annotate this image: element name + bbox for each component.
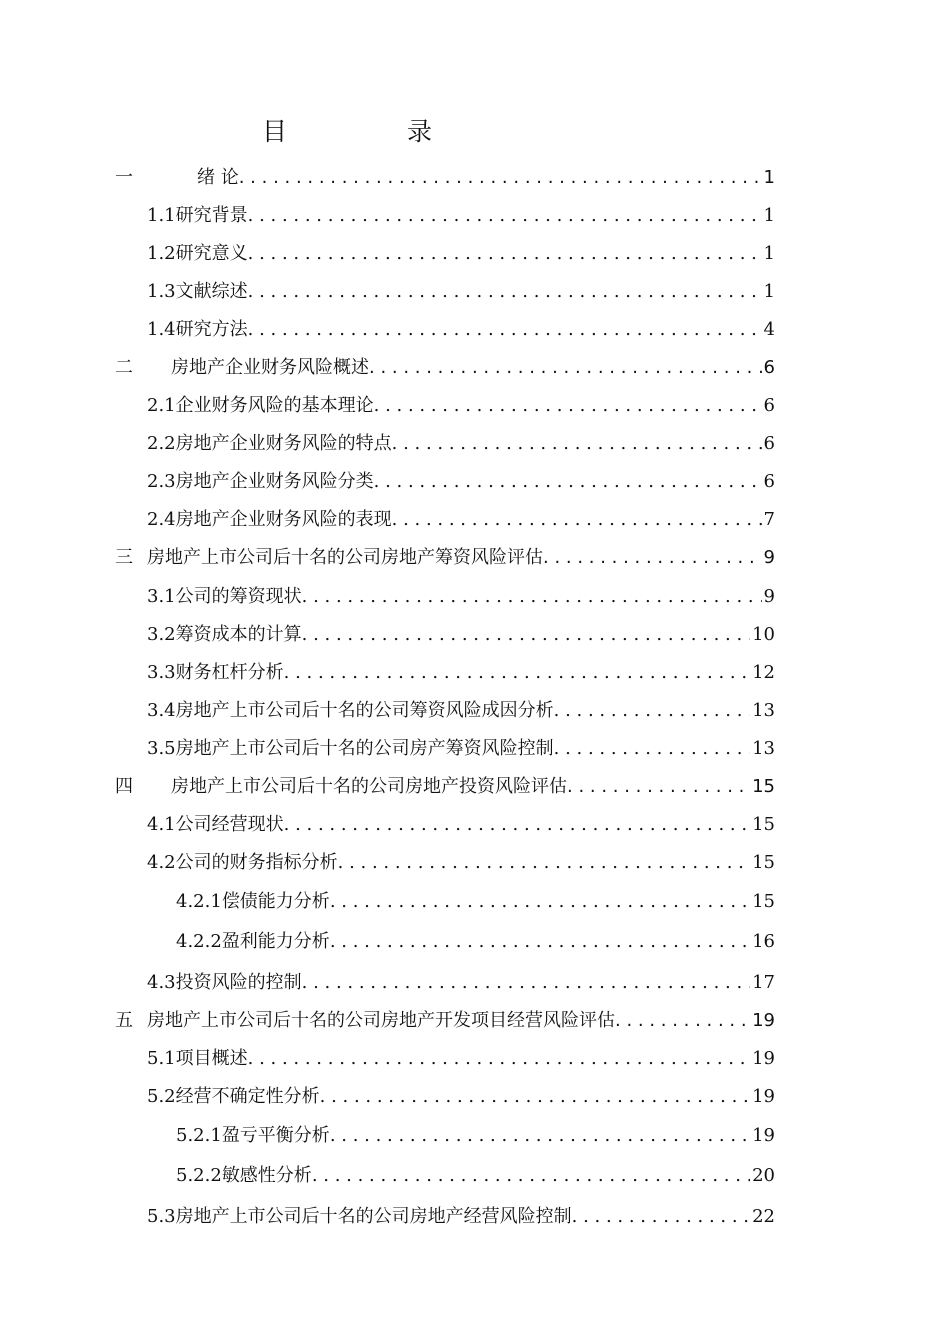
toc-entry-text: 偿债能力分析 xyxy=(221,891,330,912)
toc-entry-label xyxy=(147,240,248,268)
toc-entry-text: 研究背景 xyxy=(175,205,248,226)
toc-entry[interactable] xyxy=(147,1083,775,1111)
toc-entry[interactable] xyxy=(147,392,775,420)
toc-entry[interactable] xyxy=(115,544,775,572)
leader-dots xyxy=(392,506,762,534)
toc-entry-page: 1 xyxy=(763,243,775,264)
leader-dots xyxy=(248,278,762,306)
toc-entry-number: 2.1 xyxy=(147,395,176,416)
toc-entry-page: 15 xyxy=(752,852,775,873)
toc-entry-page: 1 xyxy=(763,205,775,226)
toc-entry[interactable] xyxy=(147,202,775,230)
toc-entry-label xyxy=(115,773,567,801)
leader-dots xyxy=(248,240,762,268)
toc-entry-page: 15 xyxy=(752,814,775,835)
toc-entry-page: 4 xyxy=(763,319,775,340)
toc-entry-page: 13 xyxy=(752,700,775,721)
toc-entry-text: 企业财务风险的基本理论 xyxy=(175,395,374,416)
toc-entry-label xyxy=(147,735,554,763)
toc-entry-number: 3.3 xyxy=(147,662,176,683)
toc-entry-label xyxy=(147,659,284,687)
toc-entry-number: 5.2.1 xyxy=(176,1125,222,1146)
toc-entry-text: 投资风险的控制 xyxy=(175,972,302,993)
toc-entry[interactable] xyxy=(147,697,775,725)
toc-entry-number: 2.3 xyxy=(147,471,176,492)
toc-entry-page: 19 xyxy=(752,1086,775,1107)
toc-entry-number: 3.2 xyxy=(147,624,176,645)
toc-entry-page: 15 xyxy=(752,776,775,797)
leader-dots xyxy=(615,1007,750,1035)
toc-entry[interactable] xyxy=(147,240,775,268)
leader-dots xyxy=(248,1045,750,1073)
toc-entry-label xyxy=(147,697,554,725)
toc-entry[interactable] xyxy=(147,621,775,649)
toc-entry-label xyxy=(147,316,248,344)
toc-entry-page: 10 xyxy=(752,624,775,645)
toc-entry-label xyxy=(147,392,374,420)
page-title: 目 录 xyxy=(262,117,488,146)
toc-entry-page: 16 xyxy=(752,931,775,952)
toc-entry-page: 12 xyxy=(752,662,775,683)
toc-entry-label xyxy=(176,928,330,956)
toc-entry-label xyxy=(147,506,392,534)
toc-entry-label xyxy=(147,1203,572,1231)
toc-entry-text: 文献综述 xyxy=(175,281,248,302)
toc-entry-number: 5.3 xyxy=(147,1206,176,1227)
toc-entry-page: 7 xyxy=(763,509,775,530)
toc-entry-page: 17 xyxy=(752,972,775,993)
toc-entry-number: 4.1 xyxy=(147,814,176,835)
toc-entry-label xyxy=(147,468,374,496)
toc-entry-text: 房地产企业财务风险的表现 xyxy=(175,509,392,530)
toc-entry-page: 6 xyxy=(763,433,775,454)
toc-entry-number: 3.1 xyxy=(147,586,176,607)
toc-entry-text: 敏感性分析 xyxy=(221,1165,312,1186)
toc-entry-label xyxy=(147,969,302,997)
toc-entry-number: 1.4 xyxy=(147,319,176,340)
leader-dots xyxy=(248,202,762,230)
toc-entry-label xyxy=(115,544,543,572)
toc-entry[interactable] xyxy=(147,849,775,877)
leader-dots xyxy=(374,392,762,420)
toc-entry-text: 研究方法 xyxy=(175,319,248,340)
toc-entry-number: 5.2.2 xyxy=(176,1165,222,1186)
toc-entry-text: 房地产上市公司后十名的公司房产筹资风险控制 xyxy=(175,738,554,759)
toc-entry-page: 19 xyxy=(752,1125,775,1146)
toc-entry-number: 3.4 xyxy=(147,700,176,721)
toc-entry-page: 1 xyxy=(763,281,775,302)
leader-dots xyxy=(567,773,750,801)
leader-dots xyxy=(284,659,750,687)
toc-entry[interactable] xyxy=(115,773,775,801)
toc-entry-number: 4.2.2 xyxy=(176,931,222,952)
toc-entry-text: 房地产企业财务风险分类 xyxy=(175,471,374,492)
toc-entry-text: 房地产上市公司后十名的公司房地产开发项目经营风险评估 xyxy=(147,1010,615,1031)
leader-dots xyxy=(330,888,750,916)
leader-dots xyxy=(330,1122,750,1150)
toc-entry-label xyxy=(115,354,369,382)
toc-entry-number: 2.4 xyxy=(147,509,176,530)
toc-entry-page: 9 xyxy=(763,547,775,568)
toc-entry-page: 6 xyxy=(763,357,775,378)
toc-entry[interactable] xyxy=(147,506,775,534)
toc-entry-number: 四 xyxy=(115,776,133,797)
toc-entry-page: 15 xyxy=(752,891,775,912)
toc-entry-text: 房地产企业财务风险的特点 xyxy=(175,433,392,454)
toc-entry-number: 1.2 xyxy=(147,243,176,264)
leader-dots xyxy=(392,430,762,458)
toc-entry-label xyxy=(147,278,248,306)
toc-entry-label xyxy=(176,1122,330,1150)
leader-dots xyxy=(302,583,762,611)
leader-dots xyxy=(543,544,762,572)
toc-entry-label xyxy=(147,811,284,839)
toc-entry-text: 房地产上市公司后十名的公司房地产筹资风险评估 xyxy=(147,547,543,568)
toc-entry[interactable] xyxy=(147,659,775,687)
toc-entry-text: 房地产企业财务风险概述 xyxy=(171,357,369,378)
leader-dots xyxy=(330,928,750,956)
toc-entry-page: 19 xyxy=(752,1048,775,1069)
leader-dots xyxy=(302,969,750,997)
leader-dots xyxy=(302,621,750,649)
toc-entry-label xyxy=(176,1162,312,1190)
toc-entry[interactable] xyxy=(176,928,775,956)
toc-entry[interactable] xyxy=(176,1162,775,1190)
toc-entry-text: 房地产上市公司后十名的公司房地产经营风险控制 xyxy=(175,1206,572,1227)
toc-entry[interactable] xyxy=(115,354,775,382)
leader-dots xyxy=(320,1083,750,1111)
toc-entry-text: 项目概述 xyxy=(175,1048,248,1069)
toc-entry-label xyxy=(115,164,239,192)
toc-entry-label xyxy=(147,1083,320,1111)
toc-entry-label xyxy=(176,888,330,916)
leader-dots xyxy=(284,811,750,839)
toc-entry[interactable] xyxy=(115,164,775,192)
toc-entry-text: 绪 论 xyxy=(197,167,239,188)
toc-entry[interactable] xyxy=(147,583,775,611)
leader-dots xyxy=(239,164,762,192)
toc-entry[interactable] xyxy=(147,1045,775,1073)
toc-entry-page: 9 xyxy=(763,586,775,607)
toc-entry[interactable] xyxy=(147,468,775,496)
toc-entry-text: 研究意义 xyxy=(175,243,248,264)
toc-entry[interactable] xyxy=(147,278,775,306)
toc-entry[interactable] xyxy=(147,735,775,763)
leader-dots xyxy=(572,1203,750,1231)
toc-entry-number: 2.2 xyxy=(147,433,176,454)
leader-dots xyxy=(554,735,750,763)
leader-dots xyxy=(338,849,750,877)
toc-entry-label xyxy=(115,1007,615,1035)
toc-entry-text: 房地产上市公司后十名的公司筹资风险成因分析 xyxy=(175,700,554,721)
toc-entry[interactable] xyxy=(147,969,775,997)
leader-dots xyxy=(369,354,762,382)
toc-entry-label xyxy=(147,849,338,877)
toc-entry-page: 6 xyxy=(763,395,775,416)
toc-entry[interactable] xyxy=(176,888,775,916)
toc-entry[interactable] xyxy=(147,316,775,344)
toc-entry-page: 22 xyxy=(752,1206,775,1227)
toc-entry-text: 公司的筹资现状 xyxy=(175,586,302,607)
toc-entry[interactable] xyxy=(176,1122,775,1150)
leader-dots xyxy=(554,697,750,725)
toc-entry-label xyxy=(147,583,302,611)
toc-entry-number: 4.2.1 xyxy=(176,891,222,912)
toc-entry-number: 3.5 xyxy=(147,738,176,759)
toc-entry-number: 二 xyxy=(115,357,133,378)
toc-entry-number: 4.2 xyxy=(147,852,176,873)
toc-entry[interactable] xyxy=(147,811,775,839)
toc-entry-number: 4.3 xyxy=(147,972,176,993)
leader-dots xyxy=(312,1162,750,1190)
toc-entry-number: 三 xyxy=(115,547,133,568)
toc-entry[interactable] xyxy=(147,430,775,458)
toc-entry-label xyxy=(147,430,392,458)
toc-entry-text: 财务杠杆分析 xyxy=(175,662,284,683)
toc-entry-number: 5.2 xyxy=(147,1086,176,1107)
toc-entry-number: 5.1 xyxy=(147,1048,176,1069)
toc-entry[interactable] xyxy=(115,1007,775,1035)
toc-entry-number: 一 xyxy=(115,167,133,188)
toc-entry-number: 五 xyxy=(115,1010,133,1031)
toc-entry-text: 筹资成本的计算 xyxy=(175,624,302,645)
leader-dots xyxy=(248,316,762,344)
toc-entry-text: 经营不确定性分析 xyxy=(175,1086,320,1107)
toc-entry-text: 盈亏平衡分析 xyxy=(221,1125,330,1146)
toc-entry-page: 6 xyxy=(763,471,775,492)
toc-entry-page: 20 xyxy=(752,1165,775,1186)
toc-entry-text: 盈利能力分析 xyxy=(221,931,330,952)
toc-entry-page: 13 xyxy=(752,738,775,759)
toc-entry-label xyxy=(147,1045,248,1073)
leader-dots xyxy=(374,468,762,496)
toc-entry-text: 公司的财务指标分析 xyxy=(175,852,338,873)
toc-entry-page: 1 xyxy=(763,167,775,188)
toc-entry-label xyxy=(147,202,248,230)
toc-entry-number: 1.3 xyxy=(147,281,176,302)
toc-entry-number: 1.1 xyxy=(147,205,176,226)
toc-entry-page: 19 xyxy=(752,1010,775,1031)
toc-entry-text: 房地产上市公司后十名的公司房地产投资风险评估 xyxy=(171,776,567,797)
toc-entry-label xyxy=(147,621,302,649)
toc-entry-text: 公司经营现状 xyxy=(175,814,284,835)
toc-entry[interactable] xyxy=(147,1203,775,1231)
